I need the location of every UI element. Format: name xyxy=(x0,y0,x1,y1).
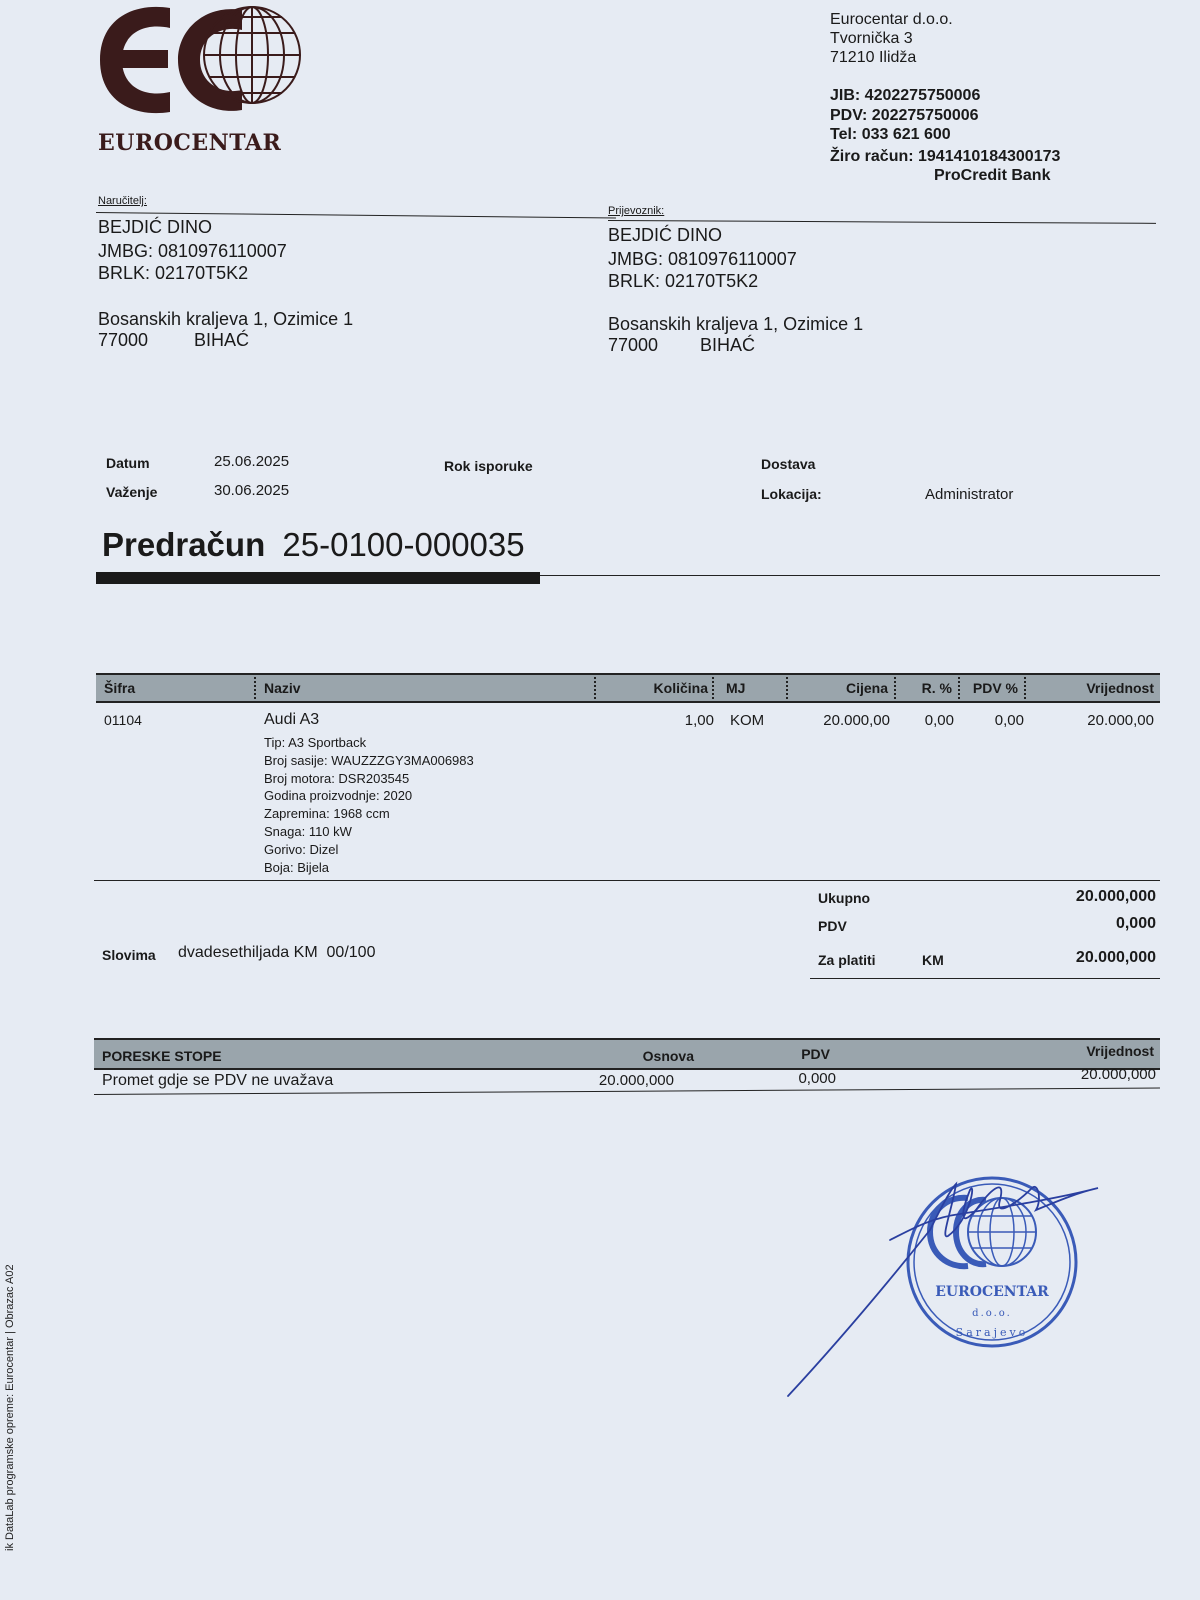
ukupno-label: Ukupno xyxy=(818,890,871,906)
carrier-address: Bosanskih kraljeva 1, Ozimice 1 xyxy=(608,314,864,334)
stamp-name: EUROCENTAR xyxy=(935,1284,1049,1300)
totals-rule xyxy=(810,978,1160,979)
vazenje-label: Važenje xyxy=(106,484,158,500)
orderer-zip: 77000 xyxy=(98,330,149,350)
za-platiti-value: 20.000,000 xyxy=(1075,949,1156,966)
za-platiti-label: Za platiti xyxy=(818,952,876,968)
carrier-name: BEJDIĆ DINO xyxy=(608,225,723,245)
tax-col-stope: PORESKE STOPE xyxy=(102,1048,222,1064)
company-pdv: PDV: 202275750006 xyxy=(830,107,979,124)
tax-col-vrijednost: Vrijednost xyxy=(1086,1043,1154,1059)
stamp-form: d.o.o. xyxy=(972,1308,1012,1319)
company-city: 71210 Ilidža xyxy=(830,49,917,66)
col-separator xyxy=(1024,677,1026,699)
col-pdv: PDV % xyxy=(972,680,1018,696)
company-name: Eurocentar d.o.o. xyxy=(830,11,953,28)
detail-line: Broj motora: DSR203545 xyxy=(264,770,410,786)
tax-row-pdv: 0,000 xyxy=(798,1070,836,1087)
row-mj: KOM xyxy=(730,712,765,729)
footer-vertical-text: ik DataLab programske opreme: Eurocentar | Obrazac A02 xyxy=(4,1264,16,1551)
row-sifra: 01104 xyxy=(104,712,142,728)
col-cijena: Cijena xyxy=(845,680,888,696)
carrier-brlk: BRLK: 02170T5K2 xyxy=(608,271,759,291)
tax-table-header xyxy=(94,1038,1160,1070)
detail-line: Boja: Bijela xyxy=(264,859,330,875)
carrier-zip: 77000 xyxy=(608,335,659,355)
stamp-city: Sarajevo xyxy=(955,1326,1029,1339)
col-separator xyxy=(254,677,256,699)
carrier-jmbg: JMBG: 0810976110007 xyxy=(608,249,797,269)
detail-line: Snaga: 110 kW xyxy=(264,823,352,839)
col-kolicina: Količina xyxy=(653,680,708,696)
document-title xyxy=(102,526,525,564)
col-mj: MJ xyxy=(726,680,746,696)
lokacija-label: Lokacija: xyxy=(761,486,822,502)
slovima-text: dvadesethiljada KM 00/100 xyxy=(178,944,376,961)
row-vrijednost: 20.000,00 xyxy=(1087,712,1154,729)
carrier-city: BIHAĆ xyxy=(700,335,756,355)
detail-line: Broj sasije: WAUZZZGY3MA006983 xyxy=(264,752,474,768)
row-cijena: 20.000,00 xyxy=(823,712,890,729)
detail-line: Tip: A3 Sportback xyxy=(264,735,367,750)
tax-row-vrijednost: 20.000,000 xyxy=(1080,1066,1156,1083)
title-bar-thin xyxy=(540,575,1160,576)
col-separator xyxy=(594,677,596,699)
row-details xyxy=(264,734,474,876)
detail-line: Gorivo: Dizel xyxy=(264,841,339,857)
pdv-value: 0,000 xyxy=(1115,915,1156,932)
lokacija-value: Administrator xyxy=(925,486,1014,503)
orderer-label: Naručitelj: xyxy=(98,195,147,207)
items-bottom-rule xyxy=(94,880,1160,881)
row-rabat: 0,00 xyxy=(924,712,954,729)
company-bank: ProCredit Bank xyxy=(934,167,1051,184)
datum-label: Datum xyxy=(106,455,150,471)
company-stamp xyxy=(780,1170,1120,1410)
col-rabat: R. % xyxy=(921,680,952,696)
orderer-name: BEJDIĆ DINO xyxy=(98,217,213,237)
currency-label: KM xyxy=(922,952,944,968)
pdv-label: PDV xyxy=(818,918,847,934)
document-number: 25-0100-000035 xyxy=(282,526,525,563)
title-bar-thick xyxy=(96,572,540,584)
col-separator xyxy=(712,677,714,699)
tax-row-osnova: 20.000,000 xyxy=(598,1072,674,1089)
col-separator xyxy=(786,677,788,699)
detail-line: Zapremina: 1968 ccm xyxy=(264,806,390,822)
company-tel: Tel: 033 621 600 xyxy=(830,126,951,143)
row-pdv: 0,00 xyxy=(994,712,1024,729)
slovima-label: Slovima xyxy=(102,947,156,963)
ukupno-value: 20.000,000 xyxy=(1075,888,1156,905)
dostava-label: Dostava xyxy=(761,456,816,472)
row-kolicina: 1,00 xyxy=(684,712,714,729)
tax-col-osnova: Osnova xyxy=(642,1048,694,1064)
col-naziv: Naziv xyxy=(264,680,301,696)
orderer-jmbg: JMBG: 0810976110007 xyxy=(98,241,287,261)
orderer-brlk: BRLK: 02170T5K2 xyxy=(98,263,249,283)
row-naziv: Audi A3 xyxy=(264,711,320,728)
logo-wordmark: EUROCENTAR xyxy=(98,130,282,156)
col-separator xyxy=(958,677,960,699)
vazenje-value: 30.06.2025 xyxy=(214,482,290,499)
company-street: Tvornička 3 xyxy=(830,30,913,47)
carrier-label: Prijevoznik: xyxy=(608,205,665,217)
col-sifra: Šifra xyxy=(104,680,136,696)
document-type: Predračun xyxy=(102,526,266,563)
detail-line: Godina proizvodnje: 2020 xyxy=(264,788,413,804)
orderer-city: BIHAĆ xyxy=(194,330,250,350)
tax-col-pdv: PDV xyxy=(801,1046,830,1062)
company-account: Žiro račun: 1941410184300173 xyxy=(830,148,1061,165)
col-vrijednost: Vrijednost xyxy=(1086,680,1154,696)
orderer-address: Bosanskih kraljeva 1, Ozimice 1 xyxy=(98,309,354,329)
company-logo xyxy=(92,0,312,120)
datum-value: 25.06.2025 xyxy=(214,453,290,470)
company-jib: JIB: 4202275750006 xyxy=(830,87,981,104)
rok-isporuke-label: Rok isporuke xyxy=(444,458,533,474)
items-table-header xyxy=(96,673,1160,703)
tax-row-stope: Promet gdje se PDV ne uvažava xyxy=(102,1072,334,1089)
